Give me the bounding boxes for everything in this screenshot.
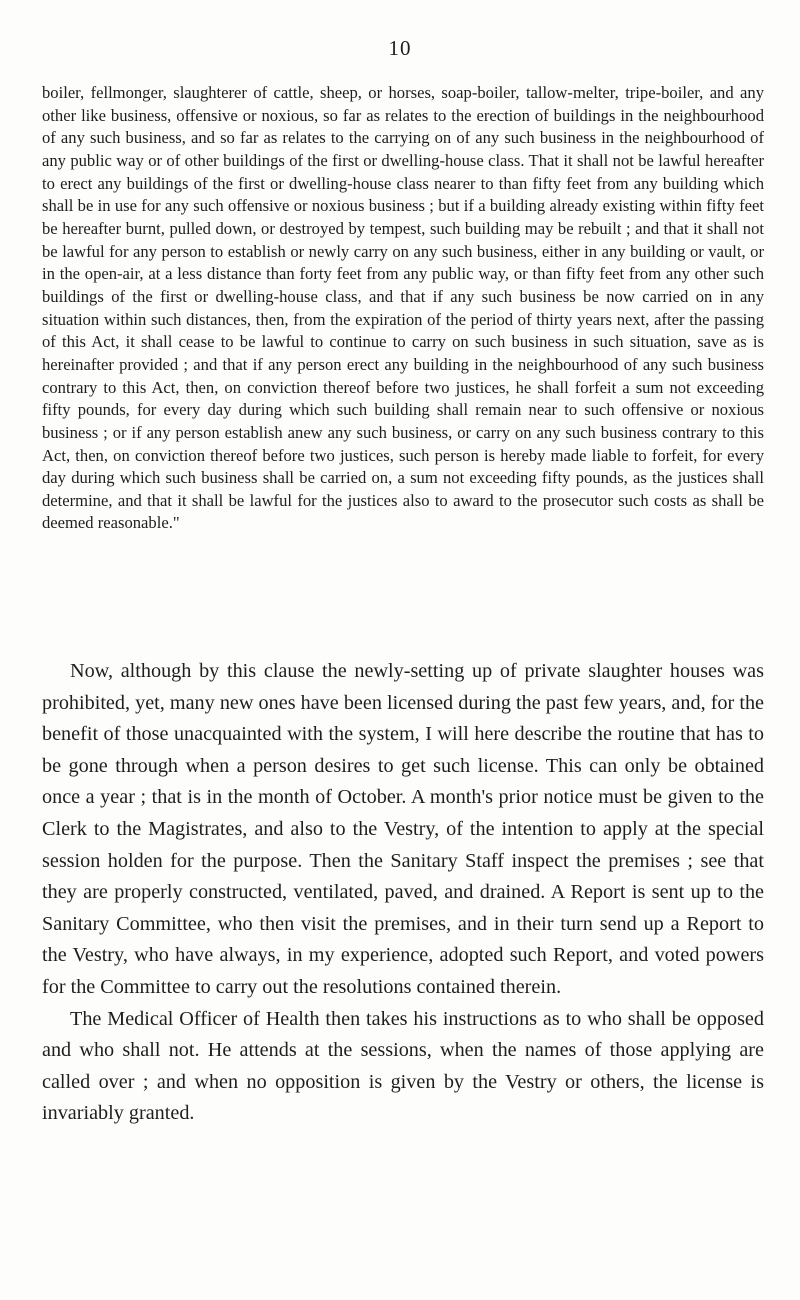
body-text bbox=[42, 656, 764, 1130]
paragraph-licensing-routine: Now, although by this clause the newly-setting up of private slaughter houses was prohibited, yet, many new ones have been licensed during the past few years, and, for the benefit of those unacquainted with the system, I will here describe the routine that has to be gone through when a person desires to get such license. This can only be obtained once a year ; that is in the month of October. A month's prior notice must be given to the Clerk to the Magistrates, and also to the Vestry, of the intention to apply at the special session holden for the purpose. Then the Sanitary Staff inspect the premises ; see that they are properly constructed, ventilated, paved, and drained. A Report is sent up to the Sanitary Committee, who then visit the premises, and in their turn send up a Report to the Vestry, who have always, in my experience, adopted such Report, and voted powers for the Committee to carry out the resolutions contained therein. bbox=[42, 660, 764, 998]
paragraph-medical-officer: The Medical Officer of Health then takes his instructions as to who shall be opposed and who shall not. He attends at the sessions, when the names of those applying are called over ; and when no opposition is given by the Vestry or others, the license is invariably granted. bbox=[42, 1007, 764, 1125]
page-number: 10 bbox=[388, 36, 412, 60]
quoted-act-clause: boiler, fellmonger, slaughterer of cattle, sheep, or horses, soap-boiler, tallow-melter, tripe-boiler, and any other like business, offensive or noxious, so far as relates to the erection of buildings in the neighbourhood of any such business, and so far as relates to the carrying on of any such business in the neighbourhood of any public way or of other buildings of the first or dwelling-house class. That it shall not be lawful hereafter to erect any buildings of the first or dwelling-house class nearer to than fifty feet from any building which shall be in use for any such offensive or noxious business ; but if a building already existing within fifty feet be hereafter burnt, pulled down, or destroyed by tempest, such building may be rebuilt ; and that it shall not be lawful for any person to establish or newly carry on any such business, either in any building or vault, or in the open-air, at a less distance than forty feet from any public way, or than fifty feet from any other such buildings of the first or dwelling-house class, and that if any such business be now carried on in any situation within such distances, then, from the expiration of the period of thirty years next, after the passing of this Act, it shall cease to be lawful to continue to carry on such business in such situation, save as is hereinafter provided ; and that if any person erect any building in the neighbourhood of any such business contrary to this Act, then, on conviction thereof before two justices, he shall forfeit a sum not exceeding fifty pounds, for every day during which such building shall remain near to such offensive or noxious business ; or if any person establish anew any such business, or carry on any such business contrary to this Act, then, on conviction thereof before two justices, such person is hereby made liable to forfeit, for every day during which such business shall be carried on, a sum not exceeding fifty pounds, as the justices shall determine, and that it shall be lawful for the justices also to award to the prosecutor such costs as shall be deemed reasonable." bbox=[42, 83, 764, 533]
